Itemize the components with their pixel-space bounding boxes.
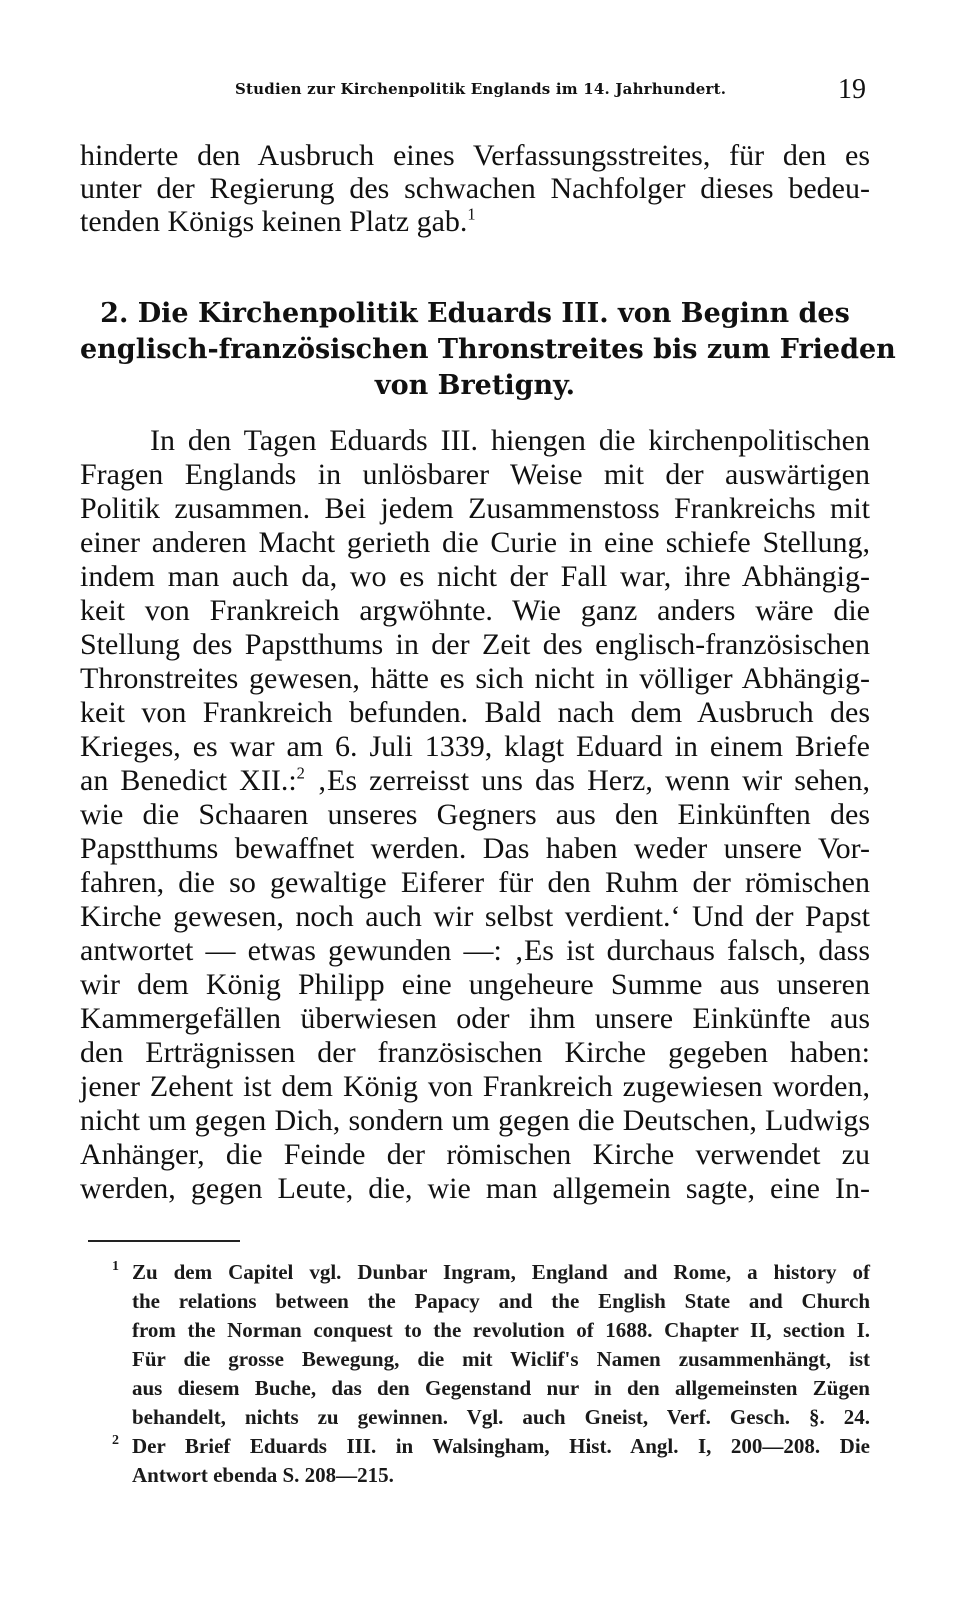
text-line [80,205,870,238]
text-line: wie die Schaaren unseres Gegners aus den Einkünften des [80,798,870,831]
running-title: Studien zur Kirchenpolitik Englands im 14. Jahrhundert. [235,80,727,98]
heading-line: englisch-französischen Thronstreites bis zum Frieden [80,334,896,365]
text-line: unter der Regierung des schwachen Nachfolger dieses bedeu- [80,172,870,205]
footnote-mark: 1 [112,1259,119,1274]
footnote-reference: 2 [296,763,305,783]
footnote-line: from the Norman conquest to the revolution of 1688. Chapter II, section I. [132,1318,870,1342]
text-line: einer anderen Macht gerieth die Curie in eine schiefe Stellung, [80,526,870,559]
text-line [80,764,870,798]
text-line: Papstthums bewaffnet werden. Das haben weder unsere Vor- [80,832,870,865]
text-line: keit von Frankreich befunden. Bald nach dem Ausbruch des [80,696,870,729]
main-paragraph [80,424,870,1206]
text-line: keit von Frankreich argwöhnte. Wie ganz anders wäre die [80,594,870,627]
footnote-line: behandelt, nichts zu gewinnen. Vgl. auch Gneist, Verf. Gesch. §. 24. [132,1405,870,1429]
text-line: Anhänger, die Feinde der römischen Kirche verwendet zu [80,1138,870,1171]
text-line: Stellung des Papstthums in der Zeit des englisch-französischen [80,628,870,661]
running-head [80,74,870,104]
text-line: wir dem König Philipp eine ungeheure Summe aus unseren [80,968,870,1001]
footnote-1 [80,1258,870,1432]
text-line-content: ‚Es zerreisst uns das Herz, wenn wir sehen, [304,764,870,797]
text-line: Kirche gewesen, noch auch wir selbst verdient.‘ Und der Papst [80,900,870,933]
text-line: indem man auch da, wo es nicht der Fall war, ihre Abhängig- [80,560,870,593]
footnote-mark: 2 [112,1433,119,1448]
page-number: 19 [838,74,866,105]
text-line: Fragen Englands in unlösbarer Weise mit der auswärtigen [80,458,870,491]
text-line: jener Zehent ist dem König von Frankreich zugewiesen worden, [80,1070,870,1103]
text-line: den Erträgnissen der französischen Kirche gegeben haben: [80,1036,870,1069]
footnote-line: Der Brief Eduards III. in Walsingham, Hist. Angl. I, 200—208. Die [132,1434,870,1458]
footnote-divider [88,1240,240,1242]
footnote-reference: 1 [467,204,476,224]
footnote-line: Für die grosse Bewegung, die mit Wiclif's Namen zusammenhängt, ist [132,1347,870,1371]
text-line-content: tenden Königs keinen Platz gab. [80,205,468,238]
text-line: werden, gegen Leute, die, wie man allgemein sagte, eine In- [80,1172,870,1205]
text-line: In den Tagen Eduards III. hiengen die kirchenpolitischen [150,424,870,457]
text-line-content: an Benedict XII.: [80,764,297,797]
text-line: Politik zusammen. Bei jedem Zusammenstoss Frankreichs mit [80,492,870,525]
text-line: hinderte den Ausbruch eines Verfassungsstreites, für den es [80,139,870,172]
footnote-line: Zu dem Capitel vgl. Dunbar Ingram, England and Rome, a history of [132,1260,870,1284]
footnotes [80,1258,870,1490]
heading-line: von Bretigny. [374,370,576,401]
section-heading [80,296,896,404]
text-line: nicht um gegen Dich, sondern um gegen die Deutschen, Ludwigs [80,1104,870,1137]
heading-line: 2. Die Kirchenpolitik Eduards III. von Beginn des [100,298,850,329]
continued-paragraph [80,139,870,238]
text-line: Krieges, es war am 6. Juli 1339, klagt Eduard in einem Briefe [80,730,870,763]
text-line: antwortet — etwas gewunden —: ‚Es ist durchaus falsch, dass [80,934,870,967]
book-page [80,0,896,1603]
text-line: fahren, die so gewaltige Eiferer für den Ruhm der römischen [80,866,870,899]
text-line: Thronstreites gewesen, hätte es sich nicht in völliger Abhängig- [80,662,870,695]
footnote-line: the relations between the Papacy and the English State and Church [132,1289,870,1313]
footnote-line: Antwort ebenda S. 208—215. [132,1463,394,1487]
footnote-line: aus diesem Buche, das den Gegenstand nur in den allgemeinsten Zügen [132,1376,870,1400]
text-line: Kammergefällen überwiesen oder ihm unsere Einkünfte aus [80,1002,870,1035]
footnote-2 [80,1432,870,1490]
